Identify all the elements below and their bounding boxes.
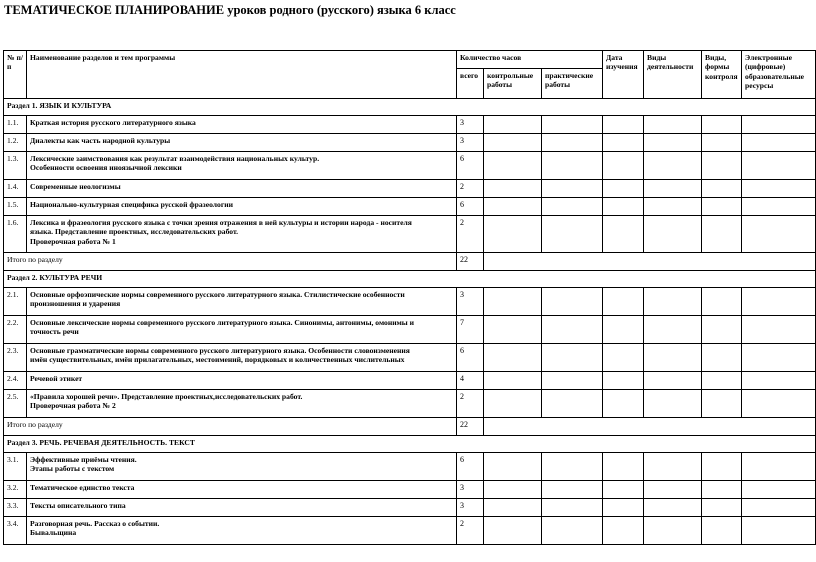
- topic-name: [27, 216, 457, 253]
- resources-cell: [742, 316, 816, 344]
- table-row: [4, 316, 816, 344]
- resources-cell: [742, 116, 816, 134]
- control-forms-cell: [702, 316, 742, 344]
- section-total-label: Итого по разделу: [4, 418, 457, 436]
- activity-cell: [644, 372, 702, 390]
- activity-cell: [644, 316, 702, 344]
- row-number: 2.5.: [4, 390, 27, 418]
- control-forms-cell: [702, 216, 742, 253]
- hours-practical: [542, 180, 603, 198]
- resources-cell: [742, 152, 816, 180]
- section-total-empty: [484, 418, 816, 436]
- header-activity: Виды деятельности: [644, 51, 702, 99]
- topic-name: [27, 180, 457, 198]
- date-cell: [603, 198, 644, 216]
- date-cell: [603, 453, 644, 481]
- section-total-row: [4, 253, 816, 271]
- row-number: 3.2.: [4, 481, 27, 499]
- row-number: 1.6.: [4, 216, 27, 253]
- date-cell: [603, 288, 644, 316]
- header-resources: Электронные (цифровые) образовательные ресурсы: [742, 51, 816, 99]
- topic-line: Бывальщина: [30, 528, 77, 538]
- header-practical: практические работы: [542, 69, 603, 99]
- section-total-label: Итого по разделу: [4, 253, 457, 271]
- topic-name: [27, 116, 457, 134]
- section-row: [4, 99, 816, 116]
- hours-practical: [542, 152, 603, 180]
- activity-cell: [644, 517, 702, 545]
- control-forms-cell: [702, 390, 742, 418]
- date-cell: [603, 152, 644, 180]
- date-cell: [603, 372, 644, 390]
- topic-line: Этапы работы с текстом: [30, 464, 115, 474]
- activity-cell: [644, 390, 702, 418]
- row-number: 1.4.: [4, 180, 27, 198]
- date-cell: [603, 116, 644, 134]
- topic-line: точность речи: [30, 327, 79, 337]
- control-forms-cell: [702, 499, 742, 517]
- row-number: 3.3.: [4, 499, 27, 517]
- topic-line: Особенности освоения иноязычной лексики: [30, 163, 182, 173]
- control-forms-cell: [702, 152, 742, 180]
- topic-line: Диалекты как часть народной культуры: [30, 136, 171, 145]
- date-cell: [603, 481, 644, 499]
- hours-control: [484, 453, 542, 481]
- hours-total: 6: [457, 152, 484, 180]
- hours-total: 3: [457, 288, 484, 316]
- topic-line: языка. Представление проектных, исследовательских работ.: [30, 227, 239, 237]
- date-cell: [603, 344, 644, 372]
- section-row: [4, 436, 816, 453]
- topic-name: [27, 372, 457, 390]
- control-forms-cell: [702, 481, 742, 499]
- topic-name: [27, 499, 457, 517]
- topic-name: [27, 517, 457, 545]
- topic-line: Краткая история русского литературного языка: [30, 118, 196, 127]
- hours-total: 6: [457, 344, 484, 372]
- topic-line: Основные орфоэпические нормы современного русского литературного языка. Стилистические особенности: [30, 290, 405, 299]
- topic-line: Основные лексические нормы современного русского литературного языка. Синонимы, антонимы, омонимы и: [30, 318, 414, 327]
- topic-line: Лексика и фразеология русского языка с точки зрения отражения в ней культуры и истории народа - носителя: [30, 218, 412, 227]
- row-number: 1.5.: [4, 198, 27, 216]
- resources-cell: [742, 390, 816, 418]
- hours-total: 2: [457, 390, 484, 418]
- hours-control: [484, 180, 542, 198]
- hours-practical: [542, 390, 603, 418]
- hours-practical: [542, 198, 603, 216]
- hours-control: [484, 116, 542, 134]
- hours-control: [484, 288, 542, 316]
- hours-practical: [542, 288, 603, 316]
- row-number: 2.1.: [4, 288, 27, 316]
- table-row: [4, 134, 816, 152]
- control-forms-cell: [702, 453, 742, 481]
- hours-total: 7: [457, 316, 484, 344]
- date-cell: [603, 180, 644, 198]
- hours-total: 2: [457, 517, 484, 545]
- table-row: [4, 499, 816, 517]
- resources-cell: [742, 216, 816, 253]
- control-forms-cell: [702, 180, 742, 198]
- activity-cell: [644, 198, 702, 216]
- activity-cell: [644, 116, 702, 134]
- topic-line: Национально-культурная специфика русской фразеологии: [30, 200, 234, 209]
- section-title: Раздел 1. ЯЗЫК И КУЛЬТУРА: [4, 99, 816, 116]
- row-number: 2.3.: [4, 344, 27, 372]
- table-row: [4, 216, 816, 253]
- topic-name: [27, 453, 457, 481]
- topic-line: Основные грамматические нормы современного русского литературного языка. Особенности словоизменения: [30, 346, 410, 355]
- activity-cell: [644, 216, 702, 253]
- hours-practical: [542, 453, 603, 481]
- hours-control: [484, 499, 542, 517]
- row-number: 3.1.: [4, 453, 27, 481]
- resources-cell: [742, 499, 816, 517]
- hours-control: [484, 134, 542, 152]
- hours-practical: [542, 316, 603, 344]
- hours-practical: [542, 344, 603, 372]
- header-name: Наименование разделов и тем программы: [27, 51, 457, 99]
- table-row: [4, 517, 816, 545]
- topic-name: [27, 344, 457, 372]
- section-total-row: [4, 418, 816, 436]
- hours-total: 3: [457, 134, 484, 152]
- table-row: [4, 152, 816, 180]
- row-number: 2.4.: [4, 372, 27, 390]
- date-cell: [603, 390, 644, 418]
- resources-cell: [742, 453, 816, 481]
- hours-total: 6: [457, 198, 484, 216]
- table-row: [4, 180, 816, 198]
- hours-total: 4: [457, 372, 484, 390]
- header-num: № п/п: [4, 51, 27, 99]
- activity-cell: [644, 180, 702, 198]
- topic-name: [27, 288, 457, 316]
- control-forms-cell: [702, 517, 742, 545]
- topic-line: «Правила хорошей речи». Представление проектных,исследовательских работ.: [30, 392, 303, 401]
- topic-line: произношения и ударения: [30, 299, 121, 309]
- hours-control: [484, 316, 542, 344]
- row-number: 1.1.: [4, 116, 27, 134]
- topic-name: [27, 316, 457, 344]
- section-total-hours: 22: [457, 253, 484, 271]
- header-total: всего: [457, 69, 484, 99]
- hours-practical: [542, 372, 603, 390]
- header-date: Дата изучения: [603, 51, 644, 99]
- section-title: Раздел 3. РЕЧЬ. РЕЧЕВАЯ ДЕЯТЕЛЬНОСТЬ. ТЕКСТ: [4, 436, 816, 453]
- activity-cell: [644, 134, 702, 152]
- hours-practical: [542, 481, 603, 499]
- table-row: [4, 481, 816, 499]
- hours-control: [484, 216, 542, 253]
- topic-name: [27, 152, 457, 180]
- topic-line: имён существительных, имён прилагательных, местоимений, порядковых и количественных числительных: [30, 355, 405, 365]
- hours-control: [484, 390, 542, 418]
- activity-cell: [644, 344, 702, 372]
- resources-cell: [742, 481, 816, 499]
- row-number: 2.2.: [4, 316, 27, 344]
- resources-cell: [742, 180, 816, 198]
- topic-name: [27, 134, 457, 152]
- hours-total: 3: [457, 499, 484, 517]
- header-hours: Количество часов: [457, 51, 603, 69]
- hours-total: 2: [457, 216, 484, 253]
- hours-control: [484, 198, 542, 216]
- hours-control: [484, 152, 542, 180]
- topic-line: Проверочная работа № 2: [30, 401, 116, 411]
- hours-control: [484, 372, 542, 390]
- row-number: 1.2.: [4, 134, 27, 152]
- page-title: ТЕМАТИЧЕСКОЕ ПЛАНИРОВАНИЕ уроков родного (русского) языка 6 класс: [4, 3, 456, 17]
- table-row: [4, 390, 816, 418]
- topic-name: [27, 198, 457, 216]
- control-forms-cell: [702, 372, 742, 390]
- resources-cell: [742, 198, 816, 216]
- thematic-plan-table: [3, 50, 816, 545]
- header-control: контрольные работы: [484, 69, 542, 99]
- control-forms-cell: [702, 288, 742, 316]
- hours-practical: [542, 499, 603, 517]
- topic-line: Современные неологизмы: [30, 182, 121, 191]
- hours-practical: [542, 216, 603, 253]
- hours-total: 6: [457, 453, 484, 481]
- table-row: [4, 453, 816, 481]
- date-cell: [603, 134, 644, 152]
- resources-cell: [742, 288, 816, 316]
- section-title: Раздел 2. КУЛЬТУРА РЕЧИ: [4, 271, 816, 288]
- table-row: [4, 198, 816, 216]
- activity-cell: [644, 499, 702, 517]
- section-total-empty: [484, 253, 816, 271]
- topic-line: Речевой этикет: [30, 374, 83, 383]
- activity-cell: [644, 453, 702, 481]
- hours-control: [484, 344, 542, 372]
- hours-practical: [542, 517, 603, 545]
- hours-practical: [542, 116, 603, 134]
- control-forms-cell: [702, 198, 742, 216]
- topic-line: Тексты описательного типа: [30, 501, 126, 510]
- hours-control: [484, 517, 542, 545]
- topic-line: Разговорная речь. Рассказ о событии.: [30, 519, 160, 528]
- control-forms-cell: [702, 116, 742, 134]
- topic-line: Тематическое единство текста: [30, 483, 135, 492]
- resources-cell: [742, 372, 816, 390]
- activity-cell: [644, 288, 702, 316]
- header-control-forms: Виды, формы контроля: [702, 51, 742, 99]
- date-cell: [603, 517, 644, 545]
- resources-cell: [742, 344, 816, 372]
- hours-practical: [542, 134, 603, 152]
- table-row: [4, 344, 816, 372]
- table-row: [4, 116, 816, 134]
- section-row: [4, 271, 816, 288]
- topic-name: [27, 390, 457, 418]
- row-number: 1.3.: [4, 152, 27, 180]
- resources-cell: [742, 517, 816, 545]
- section-total-hours: 22: [457, 418, 484, 436]
- hours-total: 3: [457, 481, 484, 499]
- resources-cell: [742, 134, 816, 152]
- topic-name: [27, 481, 457, 499]
- table-row: [4, 372, 816, 390]
- topic-line: Эффективные приёмы чтения.: [30, 455, 137, 464]
- hours-total: 2: [457, 180, 484, 198]
- activity-cell: [644, 481, 702, 499]
- topic-line: Проверочная работа № 1: [30, 236, 116, 246]
- header-row: [4, 51, 816, 69]
- control-forms-cell: [702, 134, 742, 152]
- hours-control: [484, 481, 542, 499]
- date-cell: [603, 499, 644, 517]
- control-forms-cell: [702, 344, 742, 372]
- table-row: [4, 288, 816, 316]
- hours-total: 3: [457, 116, 484, 134]
- date-cell: [603, 316, 644, 344]
- activity-cell: [644, 152, 702, 180]
- topic-line: Лексические заимствования как результат взаимодействия национальных культур.: [30, 154, 320, 163]
- row-number: 3.4.: [4, 517, 27, 545]
- date-cell: [603, 216, 644, 253]
